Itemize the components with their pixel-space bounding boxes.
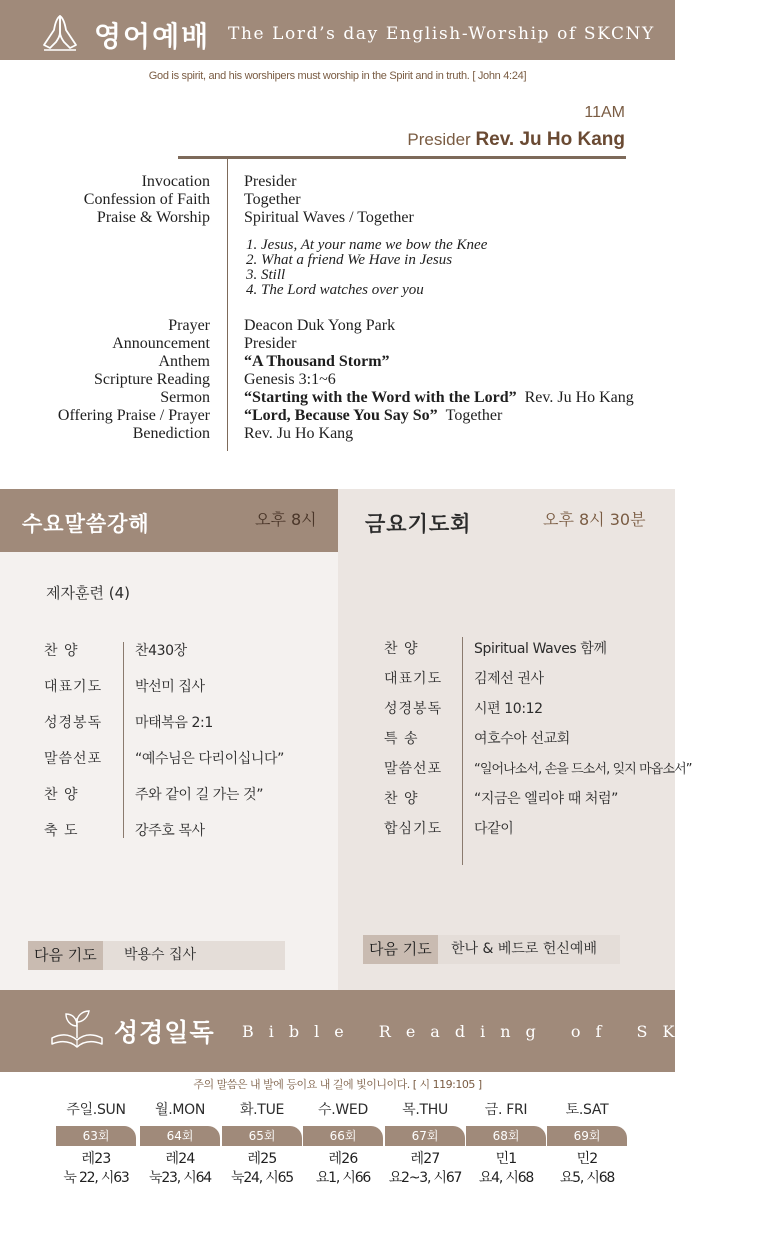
order-value: Deacon Duk Yong Park <box>244 317 396 334</box>
program-label: 축 도 <box>44 823 79 839</box>
program-value: 다같이 <box>474 821 514 837</box>
program-label: 찬 양 <box>384 641 419 657</box>
reading-new-testament: 요1, 시66 <box>315 1170 371 1186</box>
psalm-verse: 주의 말씀은 내 발에 등이요 내 길에 빛이니이다. [ 시 119:105 ] <box>193 1078 482 1091</box>
order-value: Spiritual Waves / Together <box>244 209 414 226</box>
reading-old-testament: 레24 <box>165 1151 195 1167</box>
order-label: Announcement <box>112 335 210 352</box>
reading-count-tab: 65회 <box>222 1126 302 1146</box>
reading-day-sunday <box>56 1098 136 1188</box>
reading-count-tab: 66회 <box>303 1126 383 1146</box>
program-label: 찬 양 <box>384 791 419 807</box>
open-bible-plant-icon <box>48 1006 106 1050</box>
sermon-title: “Starting with the Word with the Lord” <box>244 389 517 406</box>
program-label: 찬 양 <box>44 787 79 803</box>
order-label: Scripture Reading <box>94 371 210 388</box>
presider-line <box>407 129 625 151</box>
bible-reading-title-english: Bible Reading of SKCNY <box>242 1022 771 1041</box>
day-name: 수.WED <box>318 1102 368 1118</box>
day-name: 목.THU <box>402 1102 448 1118</box>
program-label: 합심기도 <box>384 821 443 837</box>
service-time: 11AM <box>584 104 625 121</box>
day-name: 토.SAT <box>565 1102 609 1118</box>
song-list <box>246 238 487 298</box>
wednesday-next-prayer <box>28 941 285 970</box>
program-label: 찬 양 <box>44 643 79 659</box>
reading-count-tab: 63회 <box>56 1126 136 1146</box>
john-verse: God is spirit, and his worshipers must worship in the Spirit and in truth. [ John 4:24] <box>148 70 527 82</box>
order-label: Anthem <box>158 353 210 370</box>
presider-label: Presider <box>407 130 471 149</box>
presider-name: Rev. Ju Ho Kang <box>475 129 625 150</box>
program-value: 강주호 목사 <box>135 823 205 839</box>
program-label: 특 송 <box>384 731 419 747</box>
header-title-korean: 영어예배 <box>94 20 211 53</box>
order-label: Praise & Worship <box>96 209 210 226</box>
program-value: 마태복음 2:1 <box>135 715 213 731</box>
wednesday-divider <box>123 642 124 838</box>
day-name: 월.MON <box>154 1102 206 1118</box>
friday-divider <box>462 637 463 865</box>
reading-day-friday <box>466 1098 546 1188</box>
friday-title: 금요기도회 <box>365 512 472 536</box>
reading-old-testament: 민2 <box>576 1151 598 1167</box>
reading-count-tab: 69회 <box>547 1126 627 1146</box>
reading-day-thursday <box>385 1098 465 1188</box>
program-label: 대표기도 <box>384 671 443 687</box>
day-name: 화.TUE <box>239 1102 285 1118</box>
order-value: Presider <box>244 335 297 352</box>
program-value: 박선미 집사 <box>135 679 205 695</box>
program-label: 말씀선포 <box>384 761 443 777</box>
next-prayer-value: 박용수 집사 <box>124 947 197 963</box>
reading-new-testament: 눅24, 시65 <box>231 1170 293 1186</box>
bible-reading-title-korean: 성경일독 <box>114 1018 215 1047</box>
reading-new-testament: 눅 22, 시63 <box>63 1170 129 1186</box>
order-value-with-extra <box>244 407 502 425</box>
program-value: 시편 10:12 <box>474 701 543 717</box>
reading-day-saturday <box>547 1098 627 1188</box>
order-value: Genesis 3:1~6 <box>244 371 336 388</box>
song-item: 1. Jesus, At your name we bow the Knee <box>246 237 488 253</box>
next-prayer-value: 한나 & 베드로 헌신예배 <box>451 941 597 957</box>
reading-new-testament: 요5, 시68 <box>559 1170 615 1186</box>
program-label: 대표기도 <box>44 679 103 695</box>
order-label: Sermon <box>160 389 210 406</box>
order-label: Offering Praise / Prayer <box>57 407 210 424</box>
reading-old-testament: 레25 <box>247 1151 277 1167</box>
order-value: Together <box>244 191 301 208</box>
wednesday-title: 수요말씀강해 <box>22 512 150 536</box>
song-item: 2. What a friend We Have in Jesus <box>246 252 453 268</box>
friday-time: 오후 8시 30분 <box>543 510 646 529</box>
reading-count-tab: 67회 <box>385 1126 465 1146</box>
praying-hands-icon <box>40 12 80 52</box>
offering-song: “Lord, Because You Say So” <box>244 407 438 424</box>
reading-new-testament: 요4, 시68 <box>478 1170 534 1186</box>
next-prayer-label: 다음 기도 <box>363 935 438 964</box>
reading-count-tab: 68회 <box>466 1126 546 1146</box>
program-value: 주와 같이 길 가는 것” <box>135 787 264 803</box>
program-label: 성경봉독 <box>384 701 443 717</box>
wednesday-time: 오후 8시 <box>255 510 317 529</box>
program-value: “지금은 엘리야 때 처럼” <box>474 791 618 807</box>
reading-count-tab: 64회 <box>140 1126 220 1146</box>
order-vertical-divider <box>227 159 228 451</box>
order-value: “A Thousand Storm” <box>244 353 390 370</box>
friday-next-prayer <box>363 935 620 964</box>
order-top-divider <box>178 156 626 159</box>
reading-old-testament: 레23 <box>81 1151 111 1167</box>
reading-old-testament: 레26 <box>328 1151 358 1167</box>
reading-old-testament: 레27 <box>410 1151 440 1167</box>
program-label: 말씀선포 <box>44 751 103 767</box>
program-value: Spiritual Waves 함께 <box>474 641 607 657</box>
sermon-preacher: Rev. Ju Ho Kang <box>524 389 634 406</box>
order-label: Prayer <box>168 317 210 334</box>
reading-new-testament: 요2~3, 시67 <box>388 1170 462 1186</box>
program-value: “일어나소서, 손을 드소서, 잊지 마옵소서” <box>474 762 692 777</box>
reading-new-testament: 눅23, 시64 <box>149 1170 211 1186</box>
reading-day-monday <box>140 1098 220 1188</box>
day-name: 금. FRI <box>484 1102 528 1118</box>
order-label: Invocation <box>141 173 210 190</box>
song-item: 4. The Lord watches over you <box>246 282 424 298</box>
program-value: 찬430장 <box>135 643 187 659</box>
header-title-english: The Lord’s day English-Worship of SKCNY <box>228 24 655 44</box>
order-value: Presider <box>244 173 297 190</box>
wednesday-panel <box>0 552 338 990</box>
order-label: Confession of Faith <box>83 191 210 208</box>
program-value: 여호수아 선교회 <box>474 731 570 747</box>
next-prayer-label: 다음 기도 <box>28 941 103 970</box>
offering-by: Together <box>445 407 503 424</box>
song-item: 3. Still <box>246 267 286 283</box>
program-value: “예수님은 다리이십니다” <box>135 751 284 767</box>
reading-day-tuesday <box>222 1098 302 1188</box>
reading-day-wednesday <box>303 1098 383 1188</box>
day-name: 주일.SUN <box>66 1102 126 1118</box>
order-value: Rev. Ju Ho Kang <box>244 425 354 442</box>
program-label: 성경봉독 <box>44 715 103 731</box>
wednesday-topic: 제자훈련 (4) <box>46 584 130 602</box>
order-label: Benediction <box>132 425 210 442</box>
program-value: 김제선 권사 <box>474 671 544 687</box>
reading-old-testament: 민1 <box>495 1151 517 1167</box>
order-value-with-extra <box>244 389 634 407</box>
